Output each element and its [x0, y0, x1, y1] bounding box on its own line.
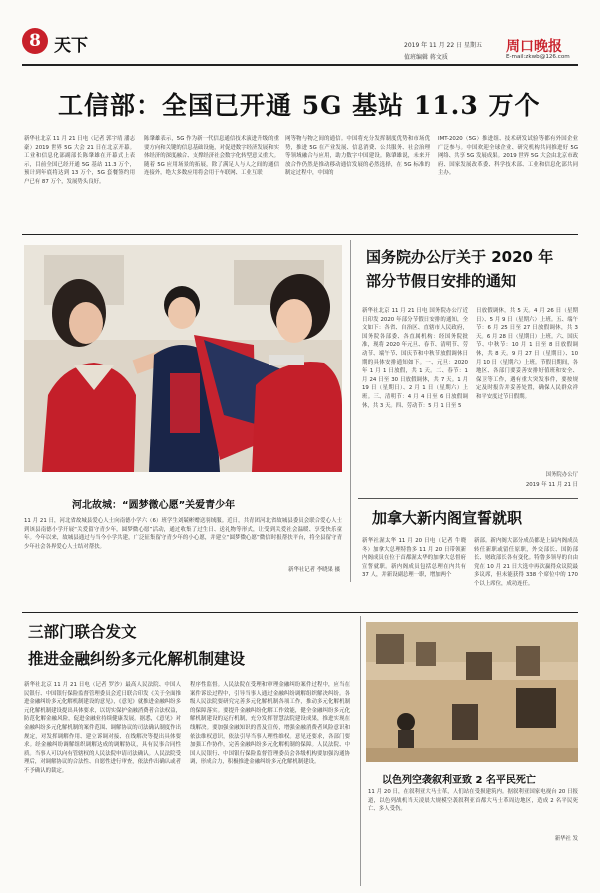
holiday-column-2: 日放假调休，共 5 天。4 月 26 日（星期日）、5 月 9 日（星期六）上班。五、端午节：6 月 25 日至 27 日放假调休，共 3 天。6 月 28 日（星期日）上班。六、国庆节、中秋节：10 月 1 日至 8 日放假调休，共 8 天。9 月 27 日（星期日）、10 月 10 日（星期六）上班。节假日期间，各地区、各部门要妥善安排好值班和安全、保卫等工作，遇有重大突发事件，要按规定及时报告并妥善处置，确保人民群众祥和平安度过节日假期。 [476, 308, 578, 400]
section-title: 天下 [54, 36, 88, 56]
page-number-badge: 8 [22, 28, 48, 54]
column-divider [360, 616, 361, 886]
holiday-headline-line-2: 部分节假日安排的通知 [366, 272, 517, 290]
divider-rule [358, 498, 578, 499]
lead-column-3: 网等物与物之间的通信。中国将充分发挥制度优势和市场优势，推进 5G 在产业发展、信息消费、公共服务、社会治理等领域融合与应用，助力数字中国建设。陈肇雄说，未来开放合作仍然是推动移动通信发展的必然选择，在 5G 标准的制定过程中，中国的 [285, 136, 430, 177]
lead-headline: 工信部：全国已开通 5G 基站 11.3 万个 [58, 91, 541, 120]
editor-credit: 值班编辑 蒋文质 [404, 54, 448, 61]
news-photo-syria [366, 622, 578, 762]
syria-caption-title: 以色列空袭叙利亚致 2 名平民死亡 [382, 775, 536, 786]
canada-column-1: 新华社渥太华 11 月 20 日电（记者 牛晓冬）加拿大总理特鲁多 11 月 20 日带领新内阁成员在位于首都渥太华的加拿大总督府宣誓就职。新内阁成员包括总理在内共有 37 人，并新设副总理一职，增加两个 [362, 538, 466, 579]
newspaper-logo: 周口晚报 [506, 39, 562, 55]
photo-caption-text: 11 月 21 日，河北省故城县爱心人士向南德小学六（6）班学生刘兢彬赠送羽绒服。近日，共青团河北省故城县委员会联合爱心人士到该县南德小学开展“关爱留守青少年，圆梦微心愿”活动，通过收集了过生日、送礼物等形式，让受到关爱社会温暖、享受快乐童年。今年以来，故城县通过与当今小学共建，广泛征集留守青少年的小心愿，并建立“圆梦微心愿”微信时报帮扶平台，将全县留守青少年社会各界爱心人士结对帮扶。 [24, 518, 342, 550]
syria-photo-credit: 新华社 发 [554, 836, 578, 842]
issue-date: 2019 年 11 月 22 日 星期五 [404, 42, 482, 49]
holiday-signer: 国务院办公厅 [545, 472, 578, 478]
finance-headline-line-2: 推进金融纠纷多元化解机制建设 [28, 650, 246, 668]
holiday-headline-line-1: 国务院办公厅关于 2020 年 [366, 248, 554, 266]
holiday-column-1: 新华社北京 11 月 21 日电 国务院办公厅近日印发 2020 年部分节假日安排的通知，全文如下：各省、自治区、直辖市人民政府，国务院各部委、各直属机构：经国务院批准，现将 2020 年元旦、春节、清明节、劳动节、端午节、国庆节和中秋节放假调休日期的具体安排通知如下。一、元旦：2020 年 1 月 1 日放假，共 1 天。二、春节：1 月 24 日至 30 日放假调休，共 7 天。1 月 19 日（星期日）、2 月 1 日（星期六）上班。三、清明节：4 月 4 日至 6 日放假调休，共 3 天。四、劳动节：5 月 1 日至 5 [362, 308, 468, 409]
news-photo-hebei [24, 245, 342, 472]
header-rule [22, 64, 578, 66]
lead-column-1: 新华社北京 11 月 21 日电（记者 郭宇靖 潘志豪）2019 世界 5G 大会 21 日在北京开幕。工业和信息化部副部长陈肇雄在开幕式上表示，目前全国已经开通 5G 基站 11.3 万个，预计到年底将达到 13 万个，5G 套餐签约用户已有 87 万个，发展势头良好。 [24, 136, 135, 185]
finance-column-2: 程序性监督。人民法院在受理和审理金融纠纷案件过程中，应当在案件诉讼过程中，引导当事人通过金融纠纷调解组织解决纠纷。各级人民法院要研究完善多元化解机制各项工作，推动多元化解机制的保障落实。要提升金融纠纷化解工作效能，健全金融纠纷多元化解机制建设的运行机制，充分发挥智慧法院建设成果，推进实现在线解决。要加强金融知识的普及宣传，增强金融消费者风险意识和依法维权意识，依法引导当事人理性维权。意见还要求，各部门要加强工作协作，完善金融纠纷多元化解机制的保障。人民法院、中国人民银行、中国银行保险监督管理委员会各级机构要加强沟通协调，形成合力，积极推进金融纠纷多元化解机制建设。 [190, 682, 350, 766]
photo-caption-title: 河北故城：“圆梦微心愿”关爱青少年 [72, 500, 236, 511]
finance-column-1: 新华社北京 11 月 21 日电（记者 罗沙）最高人民法院、中国人民银行、中国银行保险监督管理委员会近日联合印发《关于全面推进金融纠纷多元化解机制建设的意见》，《意见》就推进金融纠纷多元化解机制建设提出具体要求，以切实保护金融消费者合法权益，防范化解金融风险，促进金融业持续健康发展。据悉，《意见》对金融纠纷多元化解机制的案件范围、调解协议的司法确认制度作出规定，对发挥调解作用、建立诉调对接、在线解决等提出具体要求。经金融纠纷调解组织调解达成的调解协议，具有民事合同性质。当事人可以向有管辖权的人民法院申请司法确认。人民法院受理后，对调解协议的合法性、自愿性进行审查，依法作出确认或者不予确认的裁定。 [24, 682, 181, 774]
lead-column-4: IMT-2020（5G）推进组、技术研发试验等都有外国企业广泛参与。中国欢迎全球企业、研究机构共同推进好 5G 网络、共享 5G 发展成果。2019 世界 5G 大会由北京市政府、国家发展改革委、科学技术部、工业和信息化部共同主办。 [438, 136, 578, 177]
syria-caption-text: 11 月 20 日，在叙利亚大马士革，人们站在受损建筑内。据叙利亚国家电视台 20 日报道，以色列战机当天凌晨大规模空袭叙利亚首都大马士革周边地区，造成 2 名平民死亡、多人受伤。 [368, 789, 578, 813]
finance-headline-line-1: 三部门联合发文 [28, 623, 137, 641]
photo-credit: 新华社记者 李晓果 摄 [288, 567, 340, 573]
holiday-sign-date: 2019 年 11 月 21 日 [525, 482, 578, 488]
canada-column-2: 新部。新内阁大部分成员都是上届内阁成员转任新职或留任原职，外交部长、国防部长、财政部长各有变化。特鲁多领导的自由党在 10 月 21 日大选中再次赢得众议院最多议席，但未能获得 338 个席位中的 170 个以上席位，成功连任。 [474, 538, 578, 587]
lead-column-2: 陈肇雄表示，5G 作为新一代信息通信技术演进升级的重要方向和关键的信息基础设施，对促进数字经济发展和实体经济的深度融合、支撑经济社会数字化转型意义重大。随着 5G 应用场景的拓展，除了满足人与人之间的通信连接外，绝大多数应用将会用于车联网、工业互联 [144, 136, 279, 177]
column-divider [350, 240, 351, 582]
canada-headline: 加拿大新内阁宣誓就职 [372, 509, 523, 527]
divider-rule [22, 612, 578, 613]
divider-rule [22, 234, 578, 235]
email-address: E-mail:zkwb@126.com [506, 54, 570, 60]
